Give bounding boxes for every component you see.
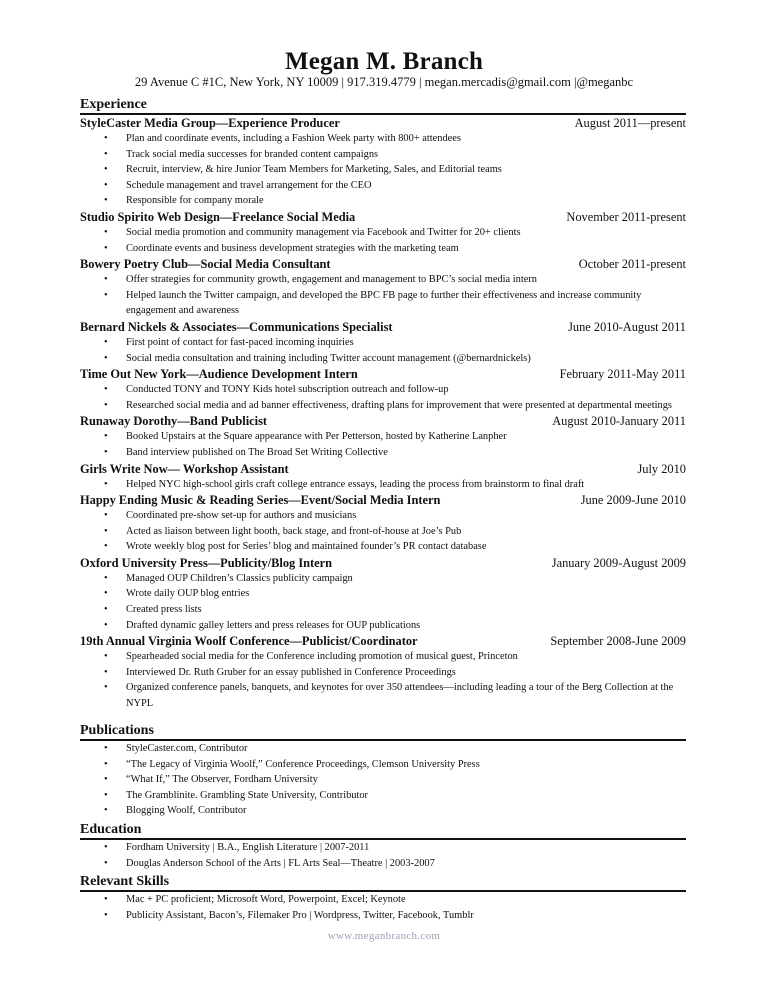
bullet-text: Created press lists bbox=[126, 604, 202, 616]
bullet-item bbox=[80, 602, 686, 618]
job-header bbox=[80, 461, 686, 477]
resume-name: Megan M. Branch bbox=[284, 48, 484, 75]
bullet-item bbox=[80, 162, 686, 178]
job-bullets bbox=[80, 272, 686, 319]
bullet-text: Fordham University | B.A., English Literature | 2007-2011 bbox=[126, 842, 370, 853]
bullet-item bbox=[80, 382, 686, 398]
job-date: February 2011-May 2011 bbox=[559, 367, 686, 382]
bullet-icon: • bbox=[104, 384, 108, 396]
section-title-skills: Relevant Skills bbox=[80, 874, 170, 889]
bullet-item bbox=[80, 524, 686, 540]
bullet-item bbox=[80, 665, 686, 681]
bullet-item bbox=[80, 225, 686, 241]
bullet-text: Acted as liaison between light booth, back stage, and front-of-house at Joe’s Pub bbox=[126, 525, 462, 537]
publications-section bbox=[80, 723, 686, 819]
bullet-item bbox=[80, 618, 686, 634]
job-header bbox=[80, 633, 686, 649]
bullet-item bbox=[80, 131, 686, 147]
job-date: September 2008-June 2009 bbox=[550, 634, 686, 649]
bullet-icon: • bbox=[104, 446, 108, 458]
bullet-icon: • bbox=[104, 431, 108, 443]
job-bullets bbox=[80, 429, 686, 460]
experience-section bbox=[80, 97, 686, 712]
bullet-item bbox=[80, 803, 686, 819]
job-title: StyleCaster Media Group—Experience Producer bbox=[80, 116, 340, 130]
bullet-icon: • bbox=[104, 242, 108, 254]
bullet-icon: • bbox=[104, 758, 108, 770]
job-date: June 2009-June 2010 bbox=[580, 493, 686, 508]
bullet-item bbox=[80, 649, 686, 665]
bullet-icon: • bbox=[104, 588, 108, 600]
bullet-item bbox=[80, 772, 686, 788]
bullet-icon: • bbox=[104, 909, 108, 921]
bullet-icon: • bbox=[104, 842, 108, 853]
bullet-icon: • bbox=[104, 352, 108, 364]
bullet-icon: • bbox=[104, 399, 108, 411]
job-header bbox=[80, 555, 686, 571]
bullet-text: Responsible for company morale bbox=[126, 195, 264, 207]
bullet-icon: • bbox=[104, 195, 108, 207]
job-date: July 2010 bbox=[637, 461, 686, 476]
bullet-icon: • bbox=[104, 525, 108, 537]
bullet-text: Recruit, interview, & hire Junior Team Members for Marketing, Sales, and Editorial teams bbox=[126, 164, 502, 176]
contact-line: 29 Avenue C #1C, New York, NY 10009 | 917.319.4779 | megan.mercadis@gmail.com |@meganbc bbox=[134, 75, 634, 89]
skills-list bbox=[80, 892, 686, 923]
job-title: Studio Spirito Web Design—Freelance Social Media bbox=[80, 209, 356, 224]
bullet-text: Helped launch the Twitter campaign, and developed the BPC FB page to further their effectiveness and increase community engagement and awareness bbox=[126, 289, 642, 317]
job-header bbox=[80, 209, 686, 225]
education-list bbox=[80, 840, 686, 871]
job-title: Runaway Dorothy—Band Publicist bbox=[80, 414, 268, 429]
bullet-icon: • bbox=[104, 774, 108, 786]
job-title: Girls Write Now— Workshop Assistant bbox=[80, 461, 289, 476]
bullet-icon: • bbox=[104, 805, 108, 817]
bullet-text: Organized conference panels, banquets, and keynotes for over 350 attendees—including leading a tour of the Berg Collection at the NYPL bbox=[126, 682, 674, 710]
job-bullets bbox=[80, 571, 686, 633]
bullet-text: First point of contact for fast-paced incoming inquiries bbox=[126, 336, 354, 348]
job-header bbox=[80, 366, 686, 382]
bullet-icon: • bbox=[104, 510, 108, 522]
bullet-item bbox=[80, 840, 686, 856]
bullet-text: The Gramblinite. Grambling State University, Contributor bbox=[126, 789, 369, 801]
bullet-text: StyleCaster.com, Contributor bbox=[126, 743, 248, 754]
job-bullets bbox=[80, 382, 686, 413]
bullet-text: Publicity Assistant, Bacon’s, Filemaker Pro | Wordpress, Twitter, Facebook, Tumblr bbox=[126, 909, 474, 921]
bullet-icon: • bbox=[104, 604, 108, 616]
bullet-icon: • bbox=[104, 164, 108, 176]
bullet-text: Conducted TONY and TONY Kids hotel subscription outreach and follow-up bbox=[126, 384, 449, 396]
bullet-icon: • bbox=[104, 133, 108, 144]
bullet-text: Plan and coordinate events, including a Fashion Week party with 800+ attendees bbox=[126, 133, 461, 144]
bullet-item bbox=[80, 586, 686, 602]
bullet-icon: • bbox=[104, 541, 108, 553]
bullet-item bbox=[80, 757, 686, 773]
bullet-icon: • bbox=[104, 651, 108, 663]
bullet-item bbox=[80, 147, 686, 163]
bullet-item bbox=[80, 178, 686, 194]
bullet-text: Blogging Woolf, Contributor bbox=[126, 805, 247, 817]
bullet-item bbox=[80, 477, 686, 493]
bullet-text: Researched social media and ad banner effectiveness, drafting plans for improvement that were presented at departmental meetings bbox=[126, 399, 672, 411]
bullet-item bbox=[80, 398, 686, 414]
bullet-item bbox=[80, 539, 686, 555]
bullet-text: Drafted dynamic galley letters and press releases for OUP publications bbox=[126, 619, 421, 631]
section-title-experience: Experience bbox=[80, 97, 147, 112]
job-bullets bbox=[80, 508, 686, 555]
job-title: Bowery Poetry Club—Social Media Consultant bbox=[80, 257, 331, 272]
job-date: June 2010-August 2011 bbox=[568, 319, 686, 334]
website-link[interactable]: www.meganbranch.com bbox=[327, 930, 441, 942]
job-date: November 2011-present bbox=[566, 209, 686, 224]
bullet-text: “What If,” The Observer, Fordham University bbox=[126, 774, 318, 786]
skills-section bbox=[80, 874, 686, 923]
bullet-text: Booked Upstairs at the Square appearance with Per Petterson, hosted by Katherine Lanpher bbox=[126, 431, 507, 443]
bullet-icon: • bbox=[104, 226, 108, 238]
job-header bbox=[80, 319, 686, 335]
section-title-publications: Publications bbox=[80, 723, 154, 738]
bullet-item bbox=[80, 272, 686, 288]
bullet-text: Spearheaded social media for the Conference including promotion of musical guest, Princeton bbox=[126, 651, 518, 663]
bullet-icon: • bbox=[104, 619, 108, 631]
bullet-icon: • bbox=[104, 894, 108, 905]
job-date: October 2011-present bbox=[578, 257, 686, 272]
bullet-icon: • bbox=[104, 289, 108, 301]
job-header bbox=[80, 413, 686, 429]
job-bullets bbox=[80, 649, 686, 711]
bullet-text: Track social media successes for branded content campaigns bbox=[126, 148, 379, 160]
bullet-icon: • bbox=[104, 179, 108, 191]
job-bullets bbox=[80, 335, 686, 366]
job-title: Bernard Nickels & Associates—Communications Specialist bbox=[80, 319, 393, 334]
job-date: August 2011—present bbox=[574, 116, 686, 130]
bullet-item bbox=[80, 908, 686, 924]
bullet-icon: • bbox=[104, 857, 108, 869]
bullet-item bbox=[80, 445, 686, 461]
job-title: Happy Ending Music & Reading Series—Event/Social Media Intern bbox=[80, 493, 441, 508]
job-title: Time Out New York—Audience Development Intern bbox=[80, 367, 358, 382]
job-title: 19th Annual Virginia Woolf Conference—Publicist/Coordinator bbox=[80, 634, 418, 649]
bullet-item bbox=[80, 680, 686, 711]
bullet-icon: • bbox=[104, 148, 108, 160]
bullet-text: Douglas Anderson School of the Arts | FL Arts Seal—Theatre | 2003-2007 bbox=[126, 857, 435, 869]
bullet-text: Helped NYC high-school girls craft college entrance essays, leading the process from brainstorm to final draft bbox=[126, 478, 585, 490]
bullet-item bbox=[80, 508, 686, 524]
bullet-text: “The Legacy of Virginia Woolf,” Conference Proceedings, Clemson University Press bbox=[126, 758, 480, 770]
job-header bbox=[80, 115, 686, 131]
section-title-education: Education bbox=[80, 822, 142, 837]
publications-list bbox=[80, 741, 686, 819]
job-title: Oxford University Press—Publicity/Blog Intern bbox=[80, 555, 333, 570]
bullet-text: Schedule management and travel arrangement for the CEO bbox=[126, 179, 372, 191]
job-bullets bbox=[80, 477, 686, 493]
bullet-item bbox=[80, 788, 686, 804]
bullet-text: Social media consultation and training including Twitter account management (@bernardnickels) bbox=[126, 352, 531, 364]
bullet-item bbox=[80, 241, 686, 257]
bullet-item bbox=[80, 741, 686, 757]
bullet-text: Mac + PC proficient; Microsoft Word, Powerpoint, Excel; Keynote bbox=[126, 894, 406, 905]
bullet-text: Managed OUP Children’s Classics publicity campaign bbox=[126, 572, 353, 584]
bullet-icon: • bbox=[104, 478, 108, 490]
bullet-text: Wrote daily OUP blog entries bbox=[126, 588, 250, 600]
bullet-text: Coordinated pre-show set-up for authors and musicians bbox=[126, 510, 357, 522]
bullet-text: Interviewed Dr. Ruth Gruber for an essay published in Conference Proceedings bbox=[126, 666, 456, 678]
education-section bbox=[80, 822, 686, 871]
bullet-item bbox=[80, 892, 686, 908]
bullet-item bbox=[80, 351, 686, 367]
bullet-text: Wrote weekly blog post for Series’ blog and maintained founder’s PR contact database bbox=[126, 541, 487, 553]
job-date: January 2009-August 2009 bbox=[551, 555, 686, 570]
job-date: August 2010-January 2011 bbox=[552, 414, 686, 429]
bullet-icon: • bbox=[104, 682, 108, 694]
bullet-icon: • bbox=[104, 274, 108, 286]
job-bullets bbox=[80, 131, 686, 209]
bullet-item bbox=[80, 335, 686, 351]
experience-list bbox=[80, 115, 686, 712]
job-header bbox=[80, 492, 686, 508]
bullet-icon: • bbox=[104, 666, 108, 678]
bullet-item bbox=[80, 429, 686, 445]
bullet-item bbox=[80, 288, 686, 319]
job-header bbox=[80, 256, 686, 272]
bullet-item bbox=[80, 193, 686, 209]
bullet-item bbox=[80, 856, 686, 872]
bullet-text: Coordinate events and business development strategies with the marketing team bbox=[126, 242, 459, 254]
bullet-text: Offer strategies for community growth, engagement and management to BPC’s social media intern bbox=[126, 274, 537, 286]
bullet-icon: • bbox=[104, 789, 108, 801]
job-bullets bbox=[80, 225, 686, 256]
bullet-item bbox=[80, 571, 686, 587]
bullet-icon: • bbox=[104, 572, 108, 584]
bullet-icon: • bbox=[104, 743, 108, 754]
bullet-text: Social media promotion and community management via Facebook and Twitter for 20+ clients bbox=[126, 226, 521, 238]
bullet-text: Band interview published on The Broad Set Writing Collective bbox=[126, 446, 388, 458]
bullet-icon: • bbox=[104, 336, 108, 348]
